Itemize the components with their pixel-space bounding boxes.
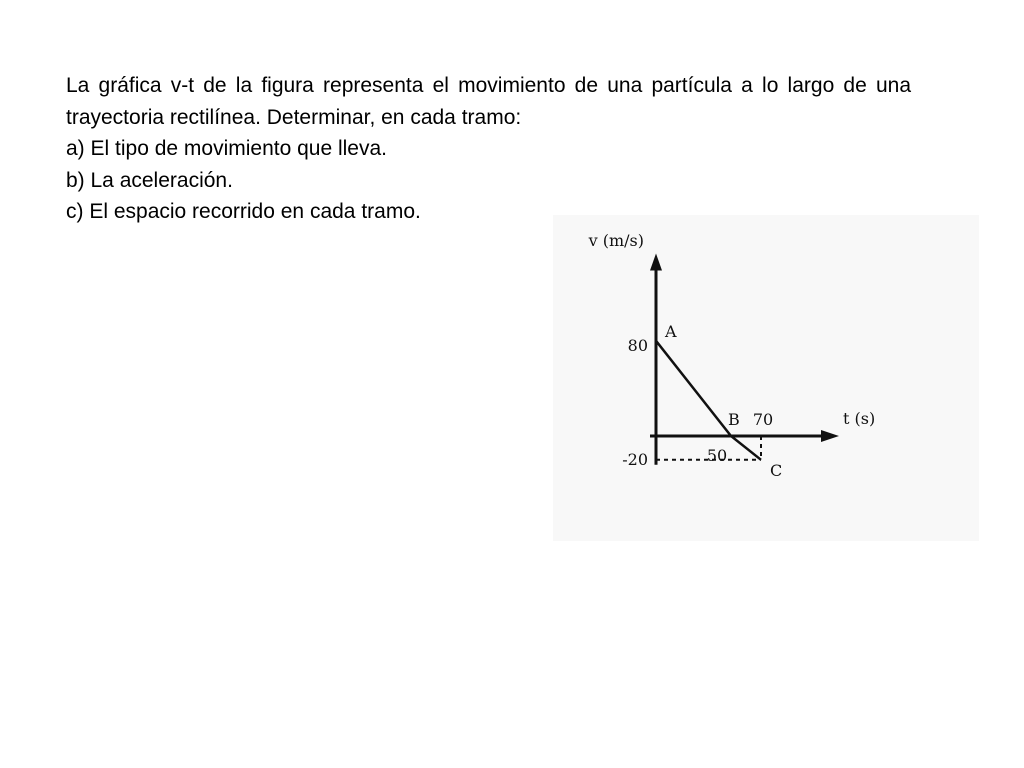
velocity-series-line bbox=[656, 341, 761, 460]
velocity-time-graph bbox=[553, 215, 979, 541]
problem-statement: La gráfica v-t de la figura representa el movimiento de una partícula a lo largo de una trayectoria rectilínea. Determinar, en cada tramo: bbox=[66, 74, 911, 129]
tick-label-vneg20: -20 bbox=[622, 449, 648, 469]
point-label-b: B bbox=[728, 410, 740, 429]
point-label-c: C bbox=[770, 460, 783, 480]
point-label-a: A bbox=[665, 321, 677, 341]
tick-label-v80: 80 bbox=[627, 335, 648, 355]
x-axis-label: t (s) bbox=[843, 409, 876, 428]
y-axis-arrowhead bbox=[650, 254, 662, 271]
problem-text bbox=[66, 70, 911, 228]
tick-label-t70: 70 bbox=[752, 410, 774, 429]
question-c: c) El espacio recorrido en cada tramo. bbox=[66, 200, 421, 223]
y-axis-label: v (m/s) bbox=[588, 231, 644, 250]
tick-label-t50: 50 bbox=[706, 446, 728, 465]
question-a: a) El tipo de movimiento que lleva. bbox=[66, 137, 387, 160]
x-axis-arrowhead bbox=[821, 430, 839, 442]
question-b: b) La aceleración. bbox=[66, 168, 233, 192]
vt-graph-svg bbox=[553, 215, 979, 541]
